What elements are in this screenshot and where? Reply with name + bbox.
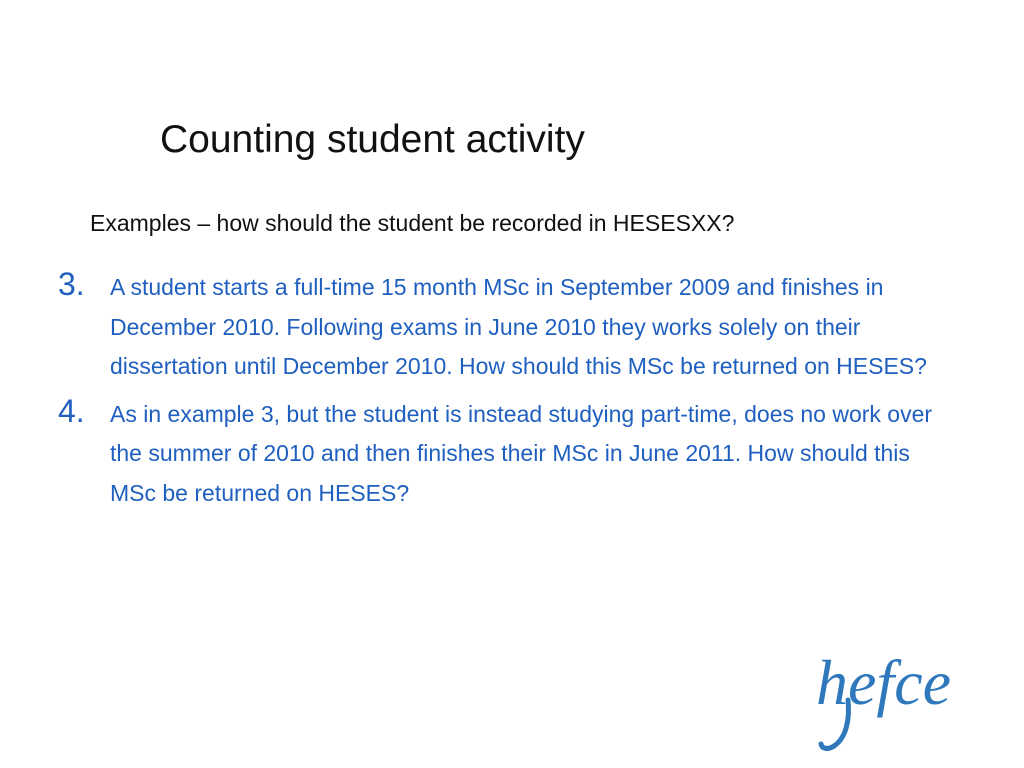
slide-title: Counting student activity: [160, 118, 585, 161]
example-number: 3.: [58, 266, 85, 302]
example-number: 4.: [58, 392, 85, 429]
hefce-logo-graphic: [812, 638, 962, 756]
example-text: As in example 3, but the student is instead studying part-time, does no work over the summer of 2010 and then finishes their MSc in June 2011. How should this MSc be returned on HESES?: [110, 400, 933, 506]
slide-subtitle: Examples – how should the student be recorded in HESESXX?: [90, 210, 735, 236]
examples-list: [0, 268, 1024, 521]
example-item-4: [0, 392, 1024, 514]
example-item-3: [0, 268, 1024, 387]
hefce-logo: [812, 638, 962, 756]
hefce-logo-text: hefce: [816, 647, 951, 718]
example-text: A student starts a full-time 15 month MSc in September 2009 and finishes in December 2010. Following exams in June 2010 they works solely on their dissertation until December 2010. How should this MSc be returned on HESES?: [110, 274, 927, 379]
